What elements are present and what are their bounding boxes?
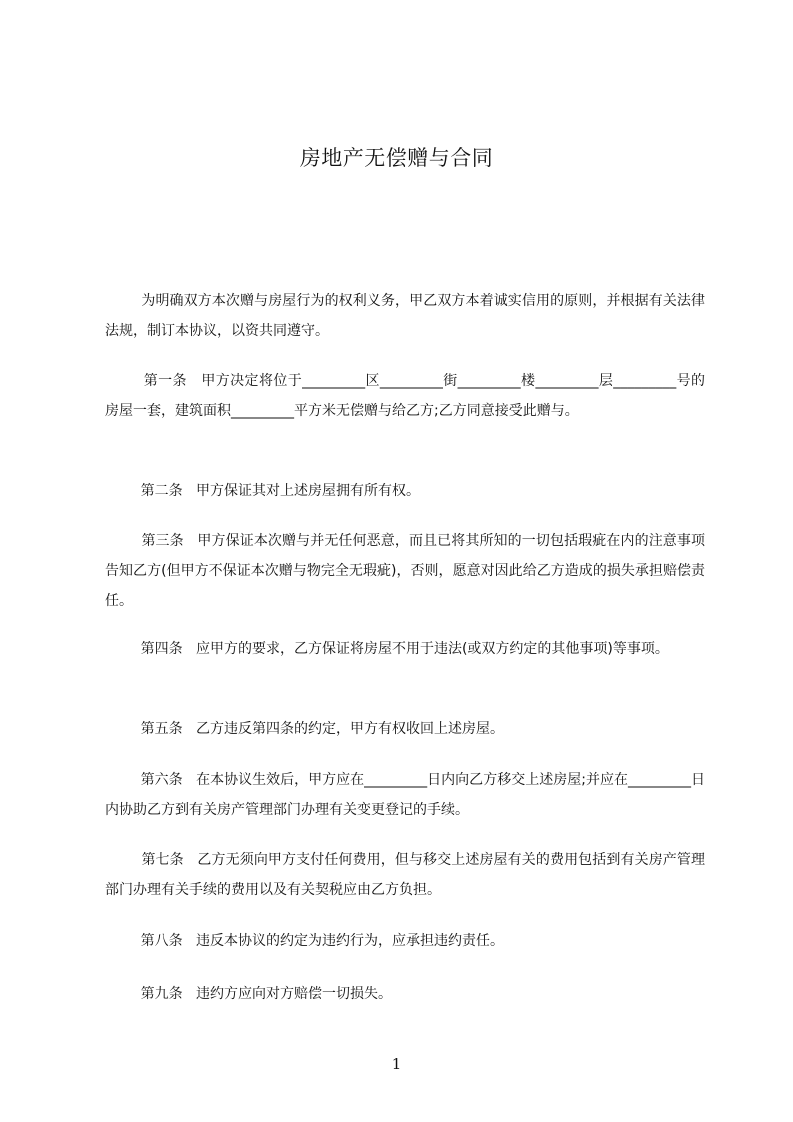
article-9-paragraph: 第九条 违约方应向对方赔偿一切损失。 (105, 986, 392, 1002)
article-4-paragraph: 第四条 应甲方的要求，乙方保证将房屋不用于违法(或双方约定的其他事项)等事项。 (105, 641, 669, 657)
article-3-paragraph: 第三条 甲方保证本次赠与并无任何恶意，而且已将其所知的一切包括瑕疵在内的注意事项告知乙方(但甲方不保证本次赠与物完全无瑕疵)，否则，愿意对因此给乙方造成的损失承担赔偿责任。 (105, 533, 705, 609)
article-5-paragraph: 第五条 乙方违反第四条的约定，甲方有权收回上述房屋。 (105, 721, 504, 737)
article-6-paragraph: 第六条 在本协议生效后，甲方应在_________日内向乙方移交上述房屋;并应在_________日内协助乙方到有关房产管理部门办理有关变更登记的手续。 (105, 772, 705, 818)
preamble-paragraph: 为明确双方本次赠与房屋行为的权利义务，甲乙双方本着诚实信用的原则，并根据有关法律法规，制订本协议，以资共同遵守。 (105, 293, 706, 339)
page-number: 1 (391, 1055, 402, 1073)
article-7-paragraph: 第七条 乙方无须向甲方支付任何费用，但与移交上述房屋有关的费用包括到有关房产管理部门办理有关手续的费用以及有关契税应由乙方负担。 (105, 852, 705, 898)
article-8-paragraph: 第八条 违反本协议的约定为违约行为，应承担违约责任。 (105, 933, 504, 949)
page-title: 房地产无偿赠与合同 (299, 146, 494, 170)
article-1-paragraph: 第一条 甲方决定将位于_________区_________街_________楼_________层_________号的房屋一套，建筑面积_________平方米无偿赠与给乙方;乙方同意接受此赠与。 (105, 373, 705, 419)
article-2-paragraph: 第二条 甲方保证其对上述房屋拥有所有权。 (105, 483, 420, 499)
